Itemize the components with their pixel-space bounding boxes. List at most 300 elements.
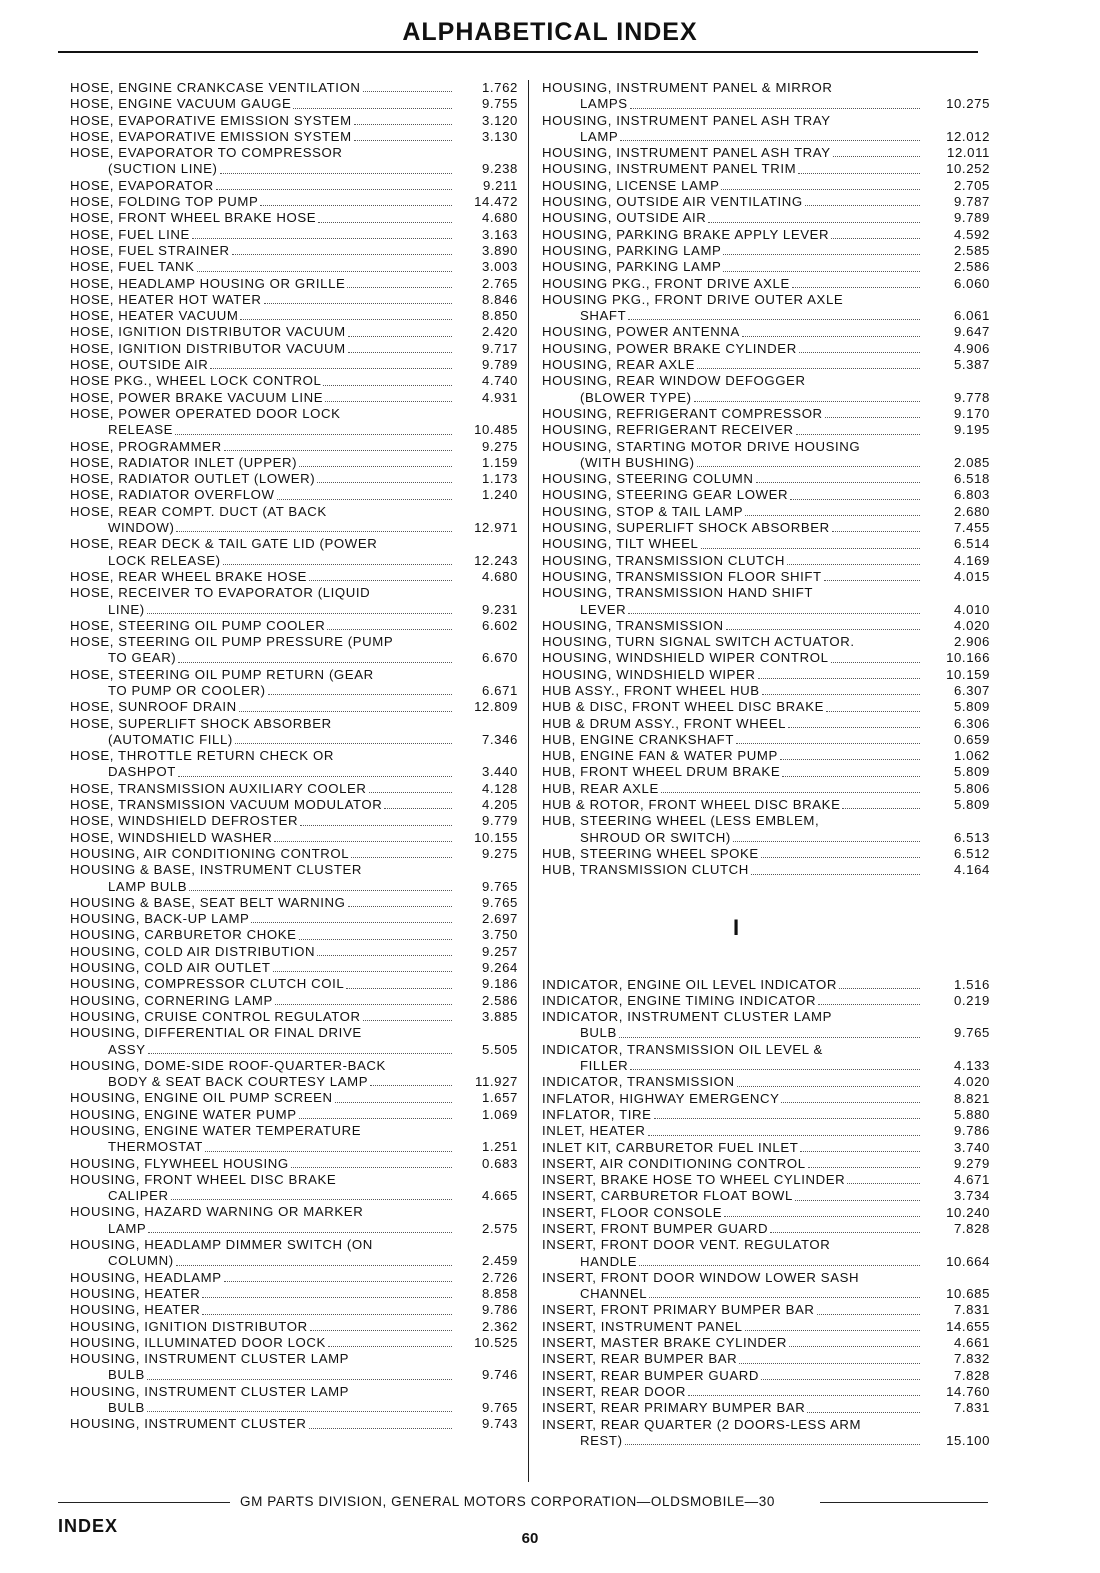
entry-description: HOSE, SUNROOF DRAIN: [70, 699, 237, 715]
index-entry: [542, 1319, 990, 1335]
entry-description: BULB: [108, 1367, 145, 1383]
index-entry: [542, 1221, 990, 1237]
dot-leader: [354, 124, 452, 125]
entry-description: HUB, FRONT WHEEL DRUM BRAKE: [542, 764, 781, 780]
dot-leader: [197, 271, 452, 272]
entry-description: LAMPS: [580, 96, 628, 112]
entry-page-reference: 4.164: [953, 862, 990, 878]
entry-page-reference: 9.264: [481, 960, 518, 976]
entry-description: SHROUD OR SWITCH): [580, 829, 731, 845]
entry-description: HOUSING, TRANSMISSION CLUTCH: [542, 552, 785, 568]
entry-page-reference: 12.809: [474, 699, 518, 715]
index-entry: [542, 373, 990, 389]
entry-page-reference: 6.671: [481, 682, 518, 698]
entry-description: HOUSING, TRANSMISSION HAND SHIFT: [542, 585, 814, 601]
index-entry: [542, 1025, 990, 1041]
entry-page-reference: 5.387: [953, 357, 990, 373]
dot-leader: [708, 222, 920, 223]
index-entry: [542, 1368, 990, 1384]
entry-page-reference: 7.831: [953, 1400, 990, 1416]
dot-leader: [293, 108, 452, 109]
entry-page-reference: 1.069: [481, 1106, 518, 1122]
entry-page-reference: 12.012: [946, 128, 990, 144]
dot-leader: [178, 776, 452, 777]
index-entry: [70, 1319, 518, 1335]
index-entry: [542, 504, 990, 520]
entry-description: HOUSING, AIR CONDITIONING CONTROL: [70, 845, 350, 861]
entry-page-reference: 9.789: [953, 210, 990, 226]
entry-page-reference: 7.828: [953, 1221, 990, 1236]
dot-leader: [620, 140, 920, 141]
index-entry: [70, 879, 518, 895]
index-entry: [70, 341, 518, 357]
entry-page-reference: 2.697: [481, 911, 518, 927]
dot-leader: [825, 417, 920, 418]
entry-page-reference: 9.647: [953, 324, 990, 340]
entry-page-reference: 12.011: [947, 145, 990, 161]
dot-leader: [736, 743, 920, 744]
index-entry: [70, 1042, 518, 1058]
entry-description: INDICATOR, ENGINE OIL LEVEL INDICATOR: [542, 976, 838, 992]
index-entry: [70, 1025, 518, 1041]
entry-page-reference: 3.120: [481, 112, 518, 128]
dot-leader: [317, 482, 452, 483]
index-entry: [70, 373, 518, 389]
index-entry: [70, 1253, 518, 1269]
dot-leader: [831, 238, 920, 239]
index-entry: [542, 1351, 990, 1367]
index-entry: [70, 1384, 518, 1400]
index-entry: [542, 602, 990, 618]
entry-page-reference: 9.765: [481, 878, 518, 894]
index-entry: [542, 455, 990, 471]
index-entry: [542, 129, 990, 145]
entry-description: LAMP: [108, 1220, 147, 1236]
dot-leader: [291, 1167, 452, 1168]
index-entry: [70, 1400, 518, 1416]
entry-description: ASSY: [108, 1041, 146, 1057]
entry-description: HOSE, HEATER HOT WATER: [70, 291, 262, 307]
entry-page-reference: 5.809: [953, 797, 990, 813]
dot-leader: [628, 319, 920, 320]
index-entry: [70, 504, 518, 520]
entry-description: HOSE, SUPERLIFT SHOCK ABSORBER: [70, 715, 332, 731]
entry-page-reference: 10.159: [946, 666, 990, 682]
entry-description: HUB, ENGINE FAN & WATER PUMP: [542, 748, 778, 764]
dot-leader: [328, 1346, 452, 1347]
index-entry: [542, 1254, 990, 1270]
dot-leader: [235, 743, 452, 744]
entry-description: HUB, STEERING WHEEL SPOKE: [542, 845, 759, 861]
index-entry: [70, 406, 518, 422]
dot-leader: [723, 254, 920, 255]
entry-description: HOUSING, CARBURETOR CHOKE: [70, 927, 297, 943]
index-entry: [542, 1286, 990, 1302]
index-entry: [70, 80, 518, 96]
entry-description: HOSE, FOLDING TOP PUMP: [70, 194, 259, 210]
entry-page-reference: 9.755: [481, 96, 518, 112]
entry-page-reference: 0.219: [953, 992, 990, 1008]
index-entry: [542, 781, 990, 797]
index-entry: [70, 129, 518, 145]
dot-leader: [648, 1135, 920, 1136]
entry-description: HOUSING, HEATER: [70, 1302, 201, 1318]
dot-leader: [807, 1412, 920, 1413]
dot-leader: [761, 857, 920, 858]
entry-description: HOSE, TRANSMISSION AUXILIARY COOLER: [70, 780, 367, 796]
entry-page-reference: 7.828: [953, 1367, 990, 1383]
dot-leader: [354, 140, 452, 141]
index-entry: [542, 618, 990, 634]
entry-description: SHAFT: [580, 308, 627, 324]
index-entry: [542, 194, 990, 210]
index-entry: [542, 390, 990, 406]
entry-page-reference: 9.765: [953, 1025, 990, 1041]
entry-description: CHANNEL: [580, 1286, 648, 1302]
entry-page-reference: 2.085: [953, 454, 990, 470]
entry-description: INLET, HEATER: [542, 1123, 646, 1139]
entry-description: INFLATOR, TIRE: [542, 1106, 652, 1122]
dot-leader: [192, 238, 452, 239]
index-entry: [542, 308, 990, 324]
entry-description: INSERT, FRONT DOOR WINDOW LOWER SASH: [542, 1269, 860, 1285]
entry-description: HOUSING, INSTRUMENT CLUSTER LAMP: [70, 1383, 350, 1399]
index-entry: [542, 813, 990, 829]
dot-leader: [325, 401, 452, 402]
index-entry: [542, 341, 990, 357]
entry-page-reference: 9.170: [953, 405, 990, 421]
index-entry: [542, 243, 990, 259]
entry-description: INSERT, CARBURETOR FLOAT BOWL: [542, 1188, 793, 1204]
index-entry: [70, 1188, 518, 1204]
dot-leader: [299, 1118, 452, 1119]
index-entry: [542, 1433, 990, 1449]
entry-page-reference: 9.779: [481, 813, 518, 829]
index-entry: [70, 1204, 518, 1220]
entry-description: HOUSING, INSTRUMENT PANEL & MIRROR: [542, 80, 833, 95]
entry-page-reference: 5.809: [953, 764, 990, 780]
dot-leader: [630, 1069, 920, 1070]
entry-description: HOUSING, PARKING LAMP: [542, 242, 722, 258]
entry-description: HOSE, FUEL STRAINER: [70, 242, 230, 258]
dot-leader: [839, 988, 920, 989]
entry-page-reference: 1.062: [953, 748, 990, 764]
index-entry: [70, 748, 518, 764]
entry-description: HOUSING & BASE, INSTRUMENT CLUSTER: [70, 862, 363, 878]
entry-page-reference: 6.513: [953, 829, 990, 845]
entry-description: HOUSING, FRONT WHEEL DISC BRAKE: [70, 1171, 337, 1187]
index-entry: [70, 1123, 518, 1139]
entry-description: LAMP BULB: [108, 878, 188, 894]
entry-description: INDICATOR, INSTRUMENT CLUSTER LAMP: [542, 1009, 833, 1025]
index-entry: [542, 161, 990, 177]
index-group-i: [542, 977, 990, 1450]
dot-leader: [761, 1379, 920, 1380]
entry-page-reference: 1.762: [481, 80, 518, 95]
entry-page-reference: 4.020: [953, 617, 990, 633]
entry-description: (SUCTION LINE): [108, 161, 218, 177]
entry-page-reference: 6.060: [953, 275, 990, 291]
entry-page-reference: 5.806: [953, 780, 990, 796]
index-entry: [70, 1286, 518, 1302]
index-entry: [542, 683, 990, 699]
entry-page-reference: 12.971: [474, 520, 518, 536]
entry-page-reference: 10.252: [946, 161, 990, 177]
index-entry: [70, 1172, 518, 1188]
index-entry: [70, 553, 518, 569]
entry-description: HOUSING, TRANSMISSION: [542, 617, 724, 633]
dot-leader: [661, 792, 920, 793]
entry-description: INSERT, REAR DOOR: [542, 1383, 687, 1399]
index-entry: [70, 292, 518, 308]
entry-page-reference: 4.592: [953, 226, 990, 242]
entry-description: INSERT, INSTRUMENT PANEL: [542, 1318, 743, 1334]
entry-description: HOUSING, STEERING GEAR LOWER: [542, 487, 789, 503]
entry-description: HOUSING, WINDSHIELD WIPER CONTROL: [542, 650, 829, 666]
entry-description: HOSE PKG., WHEEL LOCK CONTROL: [70, 373, 322, 389]
dot-leader: [788, 727, 920, 728]
entry-page-reference: 4.015: [953, 568, 990, 584]
index-entry: [542, 1123, 990, 1139]
index-entry: [542, 145, 990, 161]
entry-description: HOSE, PROGRAMMER: [70, 438, 222, 454]
index-entry: [542, 585, 990, 601]
entry-page-reference: 9.231: [481, 601, 518, 617]
entry-description: HOSE, WINDSHIELD DEFROSTER: [70, 813, 299, 829]
index-entry: [542, 227, 990, 243]
dot-leader: [831, 662, 921, 663]
entry-page-reference: 9.743: [481, 1416, 518, 1432]
entry-description: HOUSING, ILLUMINATED DOOR LOCK: [70, 1334, 326, 1350]
entry-page-reference: 8.821: [953, 1090, 990, 1106]
entry-description: COLUMN): [108, 1253, 174, 1269]
entry-page-reference: 9.786: [481, 1302, 518, 1318]
entry-page-reference: 11.927: [475, 1074, 518, 1090]
index-entry: [70, 455, 518, 471]
dot-leader: [817, 1314, 921, 1315]
index-entry: [542, 406, 990, 422]
index-entry: [70, 243, 518, 259]
entry-description: HUB, TRANSMISSION CLUTCH: [542, 862, 749, 878]
entry-page-reference: 9.765: [481, 1400, 518, 1416]
entry-page-reference: 3.163: [481, 226, 518, 242]
entry-page-reference: 15.100: [946, 1432, 990, 1448]
index-entry: [70, 732, 518, 748]
index-entry: [542, 1205, 990, 1221]
dot-leader: [309, 1428, 453, 1429]
entry-page-reference: 5.505: [481, 1041, 518, 1057]
entry-page-reference: 2.585: [953, 242, 990, 258]
dot-leader: [724, 1216, 920, 1217]
index-entry: [70, 797, 518, 813]
entry-description: HOUSING, INSTRUMENT PANEL TRIM: [542, 161, 797, 177]
index-entry: [542, 977, 990, 993]
index-entry: [70, 178, 518, 194]
entry-description: CALIPER: [108, 1188, 169, 1204]
entry-page-reference: 2.362: [481, 1318, 518, 1334]
entry-description: INSERT, AIR CONDITIONING CONTROL: [542, 1155, 806, 1171]
index-entry: [542, 993, 990, 1009]
index-entry: [70, 113, 518, 129]
dot-leader: [202, 1314, 452, 1315]
entry-description: HOUSING, HEADLAMP DIMMER SWITCH (ON: [70, 1237, 373, 1253]
dot-leader: [818, 1004, 920, 1005]
dot-leader: [251, 922, 452, 923]
entry-page-reference: 6.061: [953, 308, 990, 324]
index-entry: [70, 569, 518, 585]
entry-page-reference: 8.858: [481, 1285, 518, 1301]
dot-leader: [147, 613, 452, 614]
dot-leader: [639, 1265, 920, 1266]
index-entry: [70, 585, 518, 601]
dot-leader: [310, 1330, 452, 1331]
dot-leader: [202, 1297, 452, 1298]
index-entry: [70, 716, 518, 732]
page-title: ALPHABETICAL INDEX: [402, 18, 698, 46]
dot-leader: [787, 564, 920, 565]
dot-leader: [697, 368, 920, 369]
dot-leader: [808, 1167, 920, 1168]
entry-description: HOSE, FUEL LINE: [70, 226, 190, 242]
dot-leader: [847, 1183, 920, 1184]
index-entry: [70, 976, 518, 992]
entry-description: TO GEAR): [108, 650, 177, 666]
entry-page-reference: 9.778: [953, 389, 990, 405]
entry-description: HOUSING, DOME-SIDE ROOF-QUARTER-BACK: [70, 1057, 386, 1073]
index-entry: [542, 1009, 990, 1025]
dot-leader: [369, 792, 452, 793]
entry-description: HOSE, REAR DECK & TAIL GATE LID (POWER: [70, 536, 378, 552]
entry-description: DASHPOT: [108, 764, 176, 780]
entry-description: HANDLE: [580, 1253, 638, 1269]
footer-section-label: INDEX: [58, 1516, 119, 1536]
entry-description: HOUSING PKG., FRONT DRIVE AXLE: [542, 275, 790, 291]
index-entry: [70, 439, 518, 455]
entry-description: HOSE, EVAPORATOR: [70, 177, 214, 193]
entry-description: INLET KIT, CARBURETOR FUEL INLET: [542, 1139, 799, 1155]
entry-description: BULB: [108, 1400, 145, 1416]
entry-page-reference: 9.789: [481, 357, 518, 373]
dot-leader: [309, 580, 452, 581]
dot-leader: [335, 1102, 452, 1103]
dot-leader: [805, 205, 920, 206]
entry-page-reference: 14.655: [946, 1318, 990, 1334]
dot-leader: [363, 1020, 452, 1021]
entry-page-reference: 14.472: [474, 194, 518, 210]
index-entry: [542, 1172, 990, 1188]
entry-description: HOUSING, HEADLAMP: [70, 1269, 222, 1285]
entry-description: HOSE, IGNITION DISTRIBUTOR VACUUM: [70, 340, 346, 356]
dot-leader: [770, 1232, 920, 1233]
index-entry: [542, 650, 990, 666]
index-entry: [70, 813, 518, 829]
dot-leader: [205, 1151, 452, 1152]
entry-page-reference: 9.257: [481, 943, 518, 959]
index-entry: [70, 683, 518, 699]
entry-page-reference: 6.670: [481, 650, 518, 666]
dot-leader: [384, 808, 452, 809]
entry-page-reference: 4.169: [953, 552, 990, 568]
entry-description: HOSE, EVAPORATIVE EMISSION SYSTEM: [70, 128, 352, 144]
entry-page-reference: 2.765: [481, 275, 518, 291]
entry-description: INSERT, FRONT DOOR VENT. REGULATOR: [542, 1237, 831, 1253]
entry-description: HOUSING, INSTRUMENT PANEL ASH TRAY: [542, 145, 831, 161]
dot-leader: [210, 368, 452, 369]
index-entry: [542, 1188, 990, 1204]
dot-leader: [220, 173, 452, 174]
entry-description: HOSE, OUTSIDE AIR: [70, 357, 209, 373]
dot-leader: [782, 776, 920, 777]
entry-description: HOUSING, POWER BRAKE CYLINDER: [542, 340, 797, 356]
entry-page-reference: 2.586: [953, 259, 990, 275]
dot-leader: [745, 515, 920, 516]
dot-leader: [176, 1265, 452, 1266]
entry-page-reference: 9.786: [953, 1123, 990, 1139]
index-group-h: [542, 80, 990, 879]
index-entry: [70, 602, 518, 618]
entry-page-reference: 6.307: [953, 682, 990, 698]
entry-page-reference: 7.346: [481, 731, 518, 747]
dot-leader: [721, 189, 920, 190]
entry-description: HUB ASSY., FRONT WHEEL HUB: [542, 682, 760, 698]
footer-rule-right: [820, 1502, 988, 1503]
entry-description: HOSE, RADIATOR INLET (UPPER): [70, 454, 298, 470]
entry-description: HOUSING, IGNITION DISTRIBUTOR: [70, 1318, 308, 1334]
dot-leader: [824, 580, 920, 581]
entry-description: HOUSING, INSTRUMENT PANEL ASH TRAY: [542, 112, 831, 128]
entry-page-reference: 2.459: [481, 1253, 518, 1269]
index-entry: [70, 1221, 518, 1237]
entry-description: HOUSING, ENGINE WATER PUMP: [70, 1106, 297, 1122]
index-entry: [542, 846, 990, 862]
entry-description: REST): [580, 1432, 623, 1448]
dot-leader: [800, 1151, 920, 1152]
dot-leader: [268, 694, 452, 695]
dot-leader: [762, 694, 920, 695]
entry-page-reference: 1.159: [481, 454, 518, 470]
index-entry: [70, 1058, 518, 1074]
dot-leader: [240, 319, 452, 320]
entry-description: (WITH BUSHING): [580, 454, 695, 470]
entry-page-reference: 4.671: [953, 1172, 990, 1188]
entry-description: INSERT, FRONT PRIMARY BUMPER BAR: [542, 1302, 815, 1318]
index-entry: [542, 1140, 990, 1156]
entry-description: LOCK RELEASE): [108, 552, 221, 568]
index-entry: [542, 1042, 990, 1058]
entry-description: THERMOSTAT: [108, 1139, 203, 1155]
entry-description: HOSE, ENGINE VACUUM GAUGE: [70, 96, 292, 112]
entry-page-reference: 4.205: [481, 797, 518, 813]
dot-leader: [178, 662, 452, 663]
entry-description: INSERT, MASTER BRAKE CYLINDER: [542, 1335, 788, 1351]
entry-description: HOSE, STEERING OIL PUMP COOLER: [70, 617, 326, 633]
entry-page-reference: 6.803: [953, 487, 990, 503]
entry-page-reference: 9.275: [481, 438, 518, 454]
entry-page-reference: 3.750: [481, 927, 518, 943]
entry-page-reference: 4.906: [953, 340, 990, 356]
entry-description: HUB & DRUM ASSY., FRONT WHEEL: [542, 715, 787, 731]
index-entry: [70, 1335, 518, 1351]
dot-leader: [796, 434, 920, 435]
section-letter: I: [732, 914, 740, 940]
dot-leader: [781, 1102, 920, 1103]
index-entry: [70, 487, 518, 503]
index-entry: [542, 357, 990, 373]
index-entry: [542, 80, 990, 96]
entry-description: TO PUMP OR COOLER): [108, 682, 266, 698]
dot-leader: [171, 1199, 452, 1200]
index-entry: [70, 96, 518, 112]
